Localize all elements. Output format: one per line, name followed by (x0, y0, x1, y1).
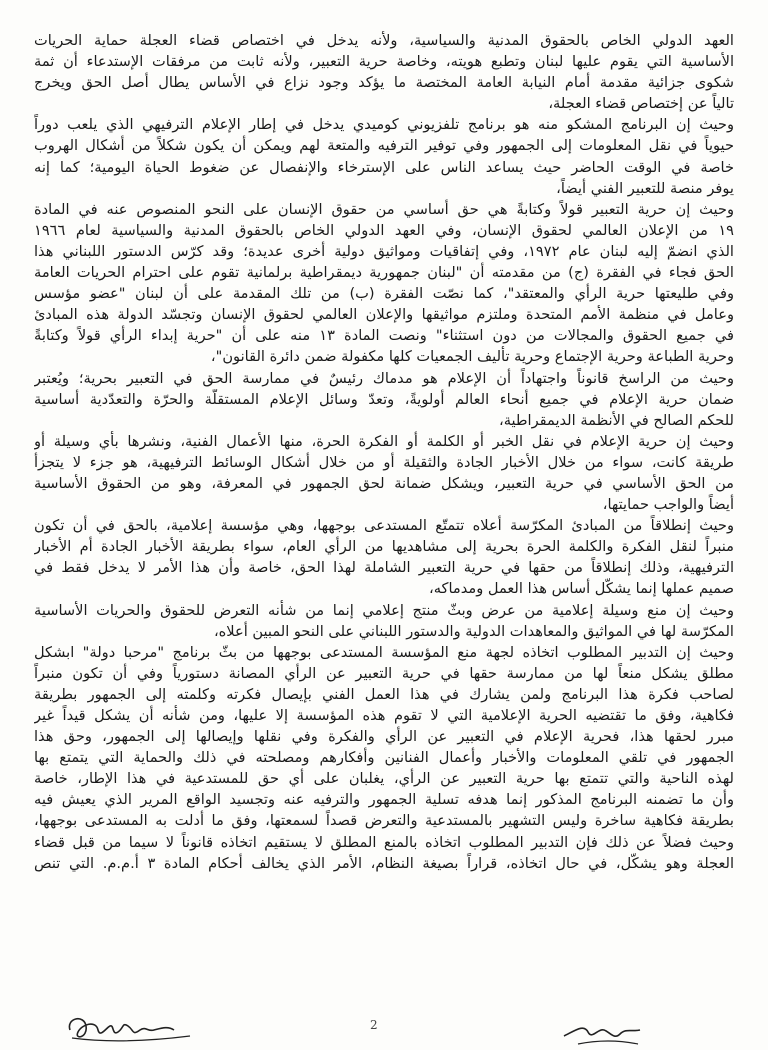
text-line: في جميع الحقوق والمجالات من دون استثناء" ونصت المادة ١٣ منه على أن "حرية إبداء الرأي قولاً وكتابةً (34, 327, 734, 345)
text-line: شكوى جزائية مقدمة أمام النيابة العامة المختصة ما يؤكد وجود نزاع في الأساس يطال أصل الحق ويخرج (34, 74, 734, 92)
text-line: وحيث إن البرنامج المشكو منه هو برنامج تلفزيوني كوميدي يدخل في إطار الإعلام الترفيهي الذي يلعب دوراً (34, 116, 734, 134)
text-line: وحرية الطباعة وحرية الإجتماع وحرية تأليف الجمعيات كلها مكفولة ضمن دائرة القانون"، (210, 348, 734, 366)
text-line: العجلة وهو يشكّل، في حال اتخاذه، قراراً بصيغة النظام، الأمر الذي يخالف أحكام المادة ٣ أ.م.م. التي تنص (34, 854, 734, 872)
text-line: وعامل في منظمة الأمم المتحدة وملتزم مواثيقها والإعلان العالمي لحقوق الإنسان وتجسّد الدولة هذه المبادئ (34, 306, 734, 324)
text-line: وحيث إن منع وسيلة إعلامية من عرض وبثّ منتج إعلامي إنما من شأنه التعرض للحقوق والحريات الأساسية (34, 601, 734, 619)
signature-left (62, 1008, 202, 1048)
text-line: يوفر منصة للتعبير الفني أيضاً، (556, 179, 734, 197)
text-line: مطلق يشكل منعاً لها من ممارسة حقها في حرية التعبير عن الرأي المصانة دستورياً وفي أن تكون منبراً (34, 664, 734, 682)
text-line: بطريقة فكاهية ساخرة وليس التشهير بالمستدعية والتعرض قصداً لسمعتها، وفق ما أدلت به المستدعى بوجهها، (34, 812, 734, 830)
text-line: حيوياً في نقل المعلومات إلى الجمهور وفي توفير الترفيه والمتعة لهم ويمكن أن يكون شكلاً من أشكال الهروب (34, 137, 734, 155)
signature-right (558, 1010, 648, 1050)
text-line: الجمهور في تلقي المعلومات والأخبار وأعمال الفنانين وأفكارهم ومصلحته في ذلك والحماية التي يتمتع بها (34, 749, 734, 767)
text-line: وحيث فضلاً عن ذلك فإن التدبير المطلوب اتخاذه بالمنع المطلق لا يستقيم اتخاذه قانوناً لا سيما من قبل قضاء (34, 833, 734, 851)
text-line: من الحق الأساسي في حرية التعبير، ويشكل ضمانة لحق الجمهور في المعرفة، وهو من الحقوق الأساسية (34, 474, 734, 492)
text-line: لهذه الناحية والتي تتمتع بها حرية التعبير عن الرأي، يغلبان على أي حق للمستدعية في هذا الإطار، خاصة (34, 770, 734, 788)
text-line: طريقة كانت، سواء من خلال الأخبار الجادة والثقيلة أو من خلال أشكال الوسائط الترفيهية، هو جزء لا يتجزأ (34, 453, 734, 471)
text-line: وحيث إن التدبير المطلوب اتخاذه لجهة منع المؤسسة المستدعى بوجهها من بثّ برنامج "مرحبا دولة" ابشكل (34, 643, 734, 661)
text-line: خاصة في الوقت الحاضر حيث يساعد الناس على الإسترخاء والإنفصال عن ضغوط الحياة اليومية؛ كما إنه (34, 158, 734, 176)
text-line: وحيث من الراسخ قانوناً واجتهاداً أن الإعلام هو مدماك رئيسٌ في ممارسة الحق في التعبير بحرية؛ ويُعتبر (34, 369, 734, 387)
text-line: مبرر لحقها هذا، فحرية الإعلام في التعبير عن الرأي والفكرة وفي نقلها وإيصالها إلى الجمهور، وحق هذا (34, 728, 734, 746)
text-line: منبراً لنقل الفكرة والكلمة الحرة بحرية إلى مشاهديها من الرأي العام، سواء بطريقة الأخبار الجادة أم الأخبار (34, 538, 734, 556)
text-line: العهد الدولي الخاص بالحقوق المدنية والسياسية، ولأنه يدخل في اختصاص قضاء العجلة حماية الحريات (34, 32, 734, 49)
text-line: أيضاً والواجب حمايتها، (602, 496, 734, 514)
text-line: الأساسية التي يقوم عليها لبنان وتطبع هويته، وخاصة حرية التعبير، ولأنه ثابت من مرفقات الإستدعاء أن ثمة (34, 53, 734, 71)
text-line: وحيث إن حرية الإعلام في نقل الخبر أو الكلمة أو الفكرة الحرة، منها الأعمال الفنية، ونشرها بأي وسيلة أو (34, 432, 734, 450)
page-number: 2 (370, 1018, 378, 1032)
text-line: الترفيهية، وذلك إنطلاقاً من حقها في حرية التعبير الشاملة لهذا الحق، خاصة وأن هذا الأمر لا يدخل فقط في (34, 559, 734, 577)
text-line: وحيث إن حرية التعبير قولاً وكتابةً هي حق أساسي من حقوق الإنسان على النحو المنصوص عنه في المادة (34, 200, 734, 218)
text-line: ضمان حرية الإعلام في جميع أنحاء العالم أولويةً، وتعدّ وسائل الإعلام المستقلّة والحرّة والتعدّدية أساسية (34, 390, 734, 408)
text-line: الحق فجاء في الفقرة (ج) من مقدمته أن "لبنان جمهورية ديمقراطية برلمانية تقوم على احترام الحريات العامة (34, 264, 734, 282)
text-line: وأن ما تضمنه البرنامج المذكور إنما هدفه تسلية الجمهور والترفيه عنه وتجسيد الواقع المرير الذي يعيش فيه (34, 791, 734, 809)
document-body (34, 30, 734, 874)
text-line: المكرّسة لها في المواثيق والمعاهدات الدولية والدستور اللبناني على النحو المبين أعلاه، (213, 622, 734, 640)
text-line: ١٩ من الإعلان العالمي لحقوق الإنسان، وفي العهد الدولي الخاص بالحقوق المدنية والسياسية لعام ١٩٦٦ (34, 221, 734, 239)
text-line: وحيث إنطلاقاً من المبادئ المكرّسة أعلاه تتمتّع المستدعى بوجهها، وهي مؤسسة إعلامية، بالحق في أن تكون (34, 517, 734, 535)
text-line: للحكم الصالح في الأنظمة الديمقراطية، (498, 411, 734, 429)
text-line: لصاحب فكرة هذا البرنامج ولمن يشارك في هذا العمل الفني بإيصال فكرته وكلمته إلى الجمهور بطريقة (34, 685, 734, 703)
text-line: فكاهية، وفق ما تقتضيه الحرية الإعلامية التي لا تقوم هذه المؤسسة إلا عليها، ومن شأنه أن يشكل قيداً غير (34, 707, 734, 724)
text-line: تالياً عن إختصاص قضاء العجلة، (548, 95, 734, 113)
text-line: وفي طليعتها حرية الرأي والمعتقد"، كما نصّت الفقرة (ب) من تلك المقدمة على أن لبنان "عضو مؤسس (34, 285, 734, 303)
text-line: صميم عملها إنما يشكّل أساس هذا العمل ومدماكه، (428, 580, 734, 598)
text-line: الذي انضمّ إليه لبنان عام ١٩٧٢، وفي إتفاقيات ومواثيق دولية أخرى عديدة؛ وقد كرّس الدستور اللبناني هذا (34, 242, 734, 260)
